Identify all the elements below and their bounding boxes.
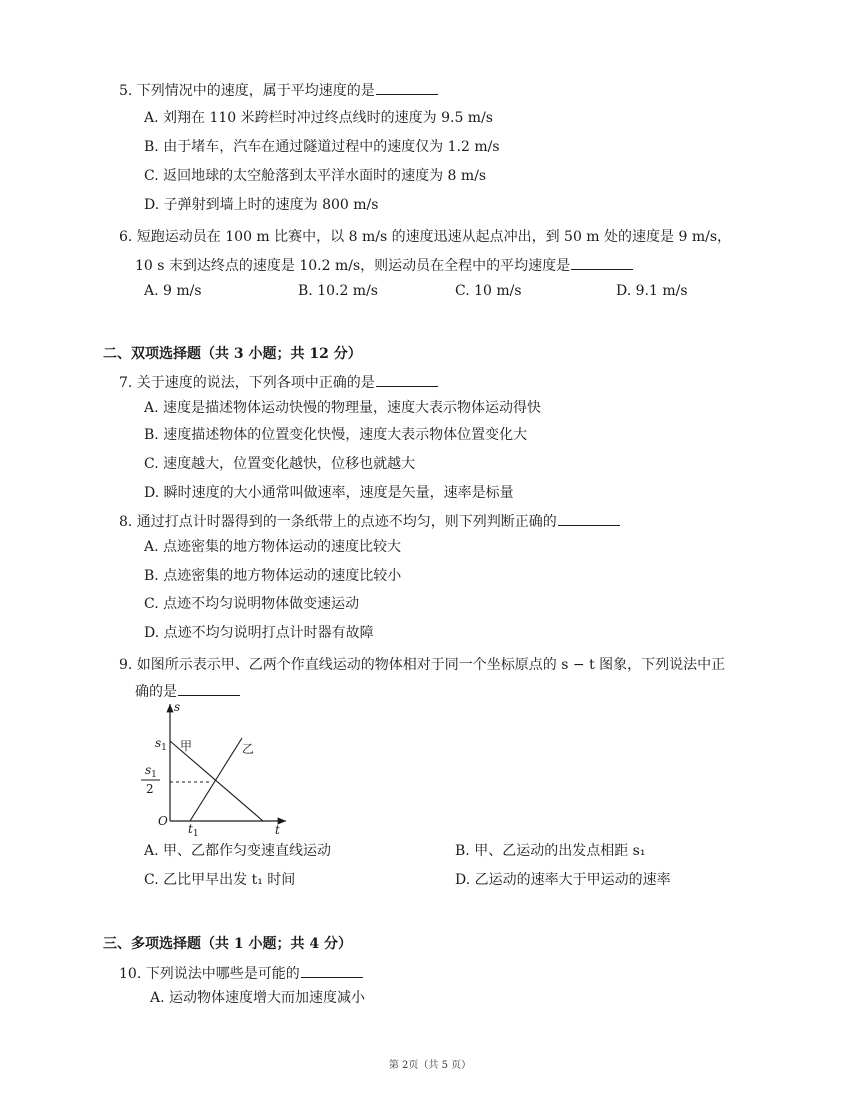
half-s1-numerator: $s_1$ bbox=[145, 763, 157, 780]
jia-label: 甲 bbox=[180, 739, 193, 753]
q5-option-c: C. 返回地球的太空舱落到太平洋水面时的速度为 8 m/s bbox=[144, 168, 487, 184]
question-10-stem: 10. 下列说法中哪些是可能的 bbox=[119, 963, 363, 984]
answer-blank bbox=[301, 963, 363, 978]
question-5-stem: 5. 下列情况中的速度，属于平均速度的是 bbox=[119, 80, 438, 101]
q5-option-b: B. 由于堵车，汽车在通过隧道过程中的速度仅为 1.2 m/s bbox=[144, 139, 500, 155]
q6-option-a: A. 9 m/s bbox=[144, 283, 202, 299]
answer-blank bbox=[376, 372, 438, 387]
s-axis-label: s bbox=[174, 700, 181, 714]
origin-label: O bbox=[158, 814, 168, 828]
yi-line bbox=[190, 738, 242, 821]
half-s1-denominator: 2 bbox=[146, 782, 154, 796]
q9-option-d: D. 乙运动的速率大于甲运动的速率 bbox=[455, 872, 671, 888]
q7-option-a: A. 速度是描述物体运动快慢的物理量，速度大表示物体运动得快 bbox=[144, 400, 542, 416]
answer-blank bbox=[558, 511, 620, 526]
q8-option-a: A. 点迹密集的地方物体运动的速度比较大 bbox=[144, 539, 402, 555]
question-6-stem-line1: 6. 短跑运动员在 100 m 比赛中，以 8 m/s 的速度迅速从起点冲出，到 50 m 处的速度是 9 m/s， bbox=[119, 229, 732, 245]
question-6-stem-line2: 10 s 末到达终点的速度是 10.2 m/s，则运动员在全程中的平均速度是 bbox=[135, 255, 633, 276]
q6-option-b: B. 10.2 m/s bbox=[298, 283, 378, 299]
q7-option-d: D. 瞬时速度的大小通常叫做速率，速度是矢量，速率是标量 bbox=[144, 485, 514, 501]
q6-option-d: D. 9.1 m/s bbox=[616, 283, 688, 299]
yi-label: 乙 bbox=[242, 742, 255, 756]
t1-label: $t_1$ bbox=[188, 822, 199, 839]
q5-option-a: A. 刘翔在 110 米跨栏时冲过终点线时的速度为 9.5 m/s bbox=[144, 110, 493, 126]
section-2-title: 二、双项选择题（共 3 小题；共 12 分） bbox=[103, 346, 362, 362]
page-footer: 第 2页（共 5 页） bbox=[388, 1060, 472, 1071]
question-7-stem: 7. 关于速度的说法，下列各项中正确的是 bbox=[119, 372, 438, 393]
q9-option-b: B. 甲、乙运动的出发点相距 s₁ bbox=[455, 843, 646, 859]
q9-option-a: A. 甲、乙都作匀变速直线运动 bbox=[144, 843, 332, 859]
section-3-title: 三、多项选择题（共 1 小题；共 4 分） bbox=[103, 936, 352, 952]
q7-option-c: C. 速度越大，位置变化越快，位移也就越大 bbox=[144, 456, 416, 472]
q8-option-d: D. 点迹不均匀说明打点计时器有故障 bbox=[144, 625, 374, 641]
answer-blank bbox=[571, 255, 633, 270]
q10-option-a: A. 运动物体速度增大而加速度减小 bbox=[150, 990, 366, 1006]
q7-option-b: B. 速度描述物体的位置变化快慢，速度大表示物体位置变化大 bbox=[144, 427, 528, 443]
t-axis-label: t bbox=[275, 823, 280, 837]
question-9-stem-line1: 9. 如图所示表示甲、乙两个作直线运动的物体相对于同一个坐标原点的 s − t 图象，下列说法中正 bbox=[119, 657, 726, 673]
q6-option-c: C. 10 m/s bbox=[455, 283, 522, 299]
answer-blank bbox=[376, 80, 438, 95]
s1-label: $s_1$ bbox=[155, 736, 167, 753]
q5-option-d: D. 子弹射到墙上时的速度为 800 m/s bbox=[144, 197, 379, 213]
q9-option-c: C. 乙比甲早出发 t₁ 时间 bbox=[144, 872, 296, 888]
answer-blank bbox=[178, 681, 240, 696]
question-9-stem-line2: 确的是 bbox=[135, 681, 240, 702]
q8-option-b: B. 点迹密集的地方物体运动的速度比较小 bbox=[144, 568, 402, 584]
s-t-graph bbox=[138, 700, 288, 840]
question-8-stem: 8. 通过打点计时器得到的一条纸带上的点迹不均匀，则下列判断正确的 bbox=[119, 511, 620, 532]
q8-option-c: C. 点迹不均匀说明物体做变速运动 bbox=[144, 596, 360, 612]
